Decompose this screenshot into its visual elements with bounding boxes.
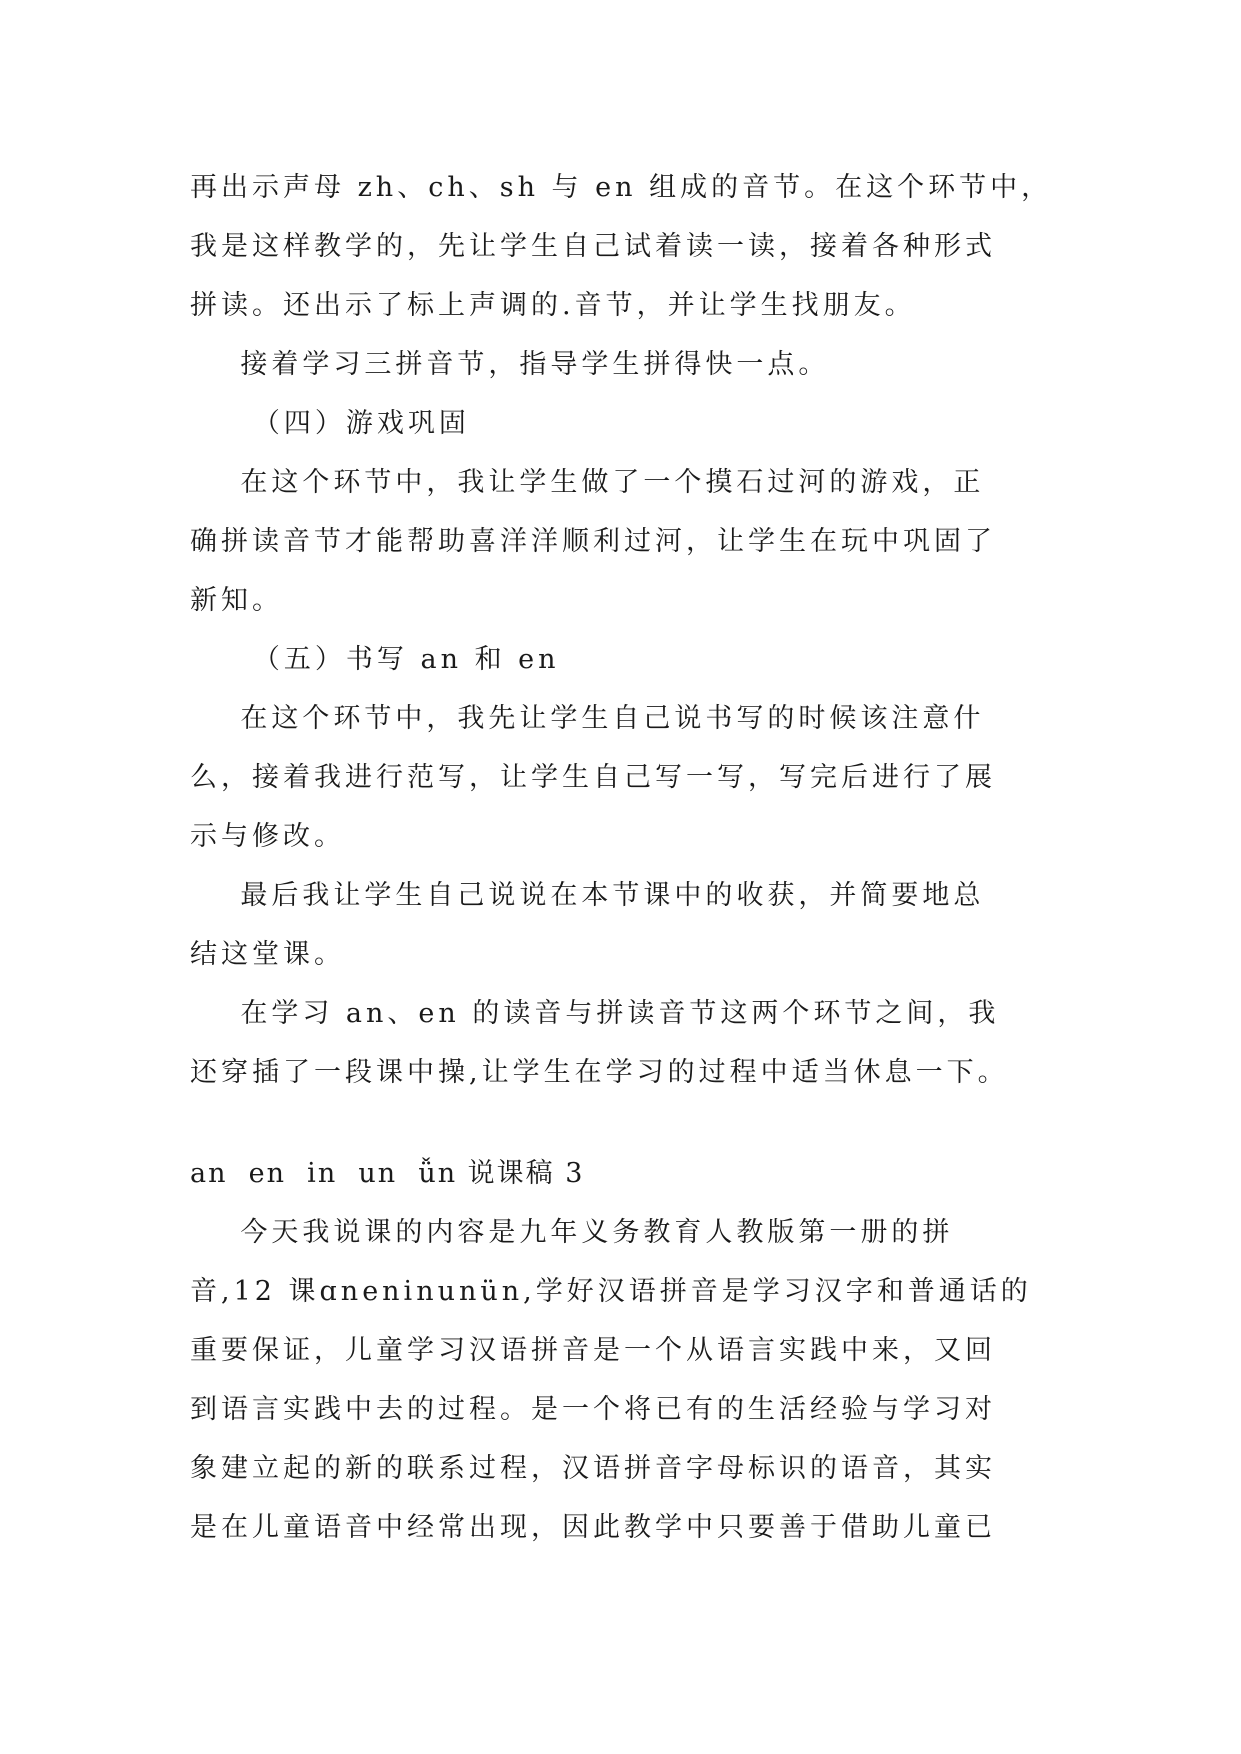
heading-game-review: （四）游戏巩固 bbox=[190, 408, 470, 439]
heading-writing: （五）书写 an 和 en bbox=[190, 644, 560, 675]
paragraph-summary: 最后我让学生自己说说在本节课中的收获，并简要地总 结这堂课。 bbox=[190, 880, 985, 970]
paragraph-game: 在这个环节中，我让学生做了一个摸石过河的游戏，正 确拼读音节才能帮助喜洋洋顺利过河，让学生在玩中巩固了 新知。 bbox=[190, 467, 996, 616]
paragraph-continuation: 再出示声母 zh、ch、sh 与 en 组成的音节。在这个环节中， 我是这样教学的，先让学生自己试着读一读，接着各种形式 拼读。还出示了标上声调的.音节，并让学生找朋友。 bbox=[190, 172, 1053, 321]
paragraph-writing: 在这个环节中，我先让学生自己说书写的时候该注意什 么，接着我进行范写，让学生自己写一写，写完后进行了展 示与修改。 bbox=[190, 703, 996, 852]
paragraph-exercise-break: 在学习 an、en 的读音与拼读音节这两个环节之间，我 还穿插了一段课中操,让学生在学习的过程中适当休息一下。 bbox=[190, 998, 1009, 1088]
section-title: an en in un ǚn 说课稿 3 bbox=[190, 1158, 585, 1189]
paragraph-section-intro: 今天我说课的内容是九年义务教育人教版第一册的拼 音,12 课ɑneninunün,学好汉语拼音是学习汉字和普通话的 重要保证，儿童学习汉语拼音是一个从语言实践中来，又回 到语言实践中去的过程。是一个将已有的生活经验与学习对 象建立起的新的联系过程，汉语拼音字母标识的语音，其实 是在儿童语音中经常出现，因此教学中只要善于借助儿童已 bbox=[190, 1217, 1032, 1543]
paragraph-three-spell: 接着学习三拼音节，指导学生拼得快一点。 bbox=[190, 349, 830, 380]
